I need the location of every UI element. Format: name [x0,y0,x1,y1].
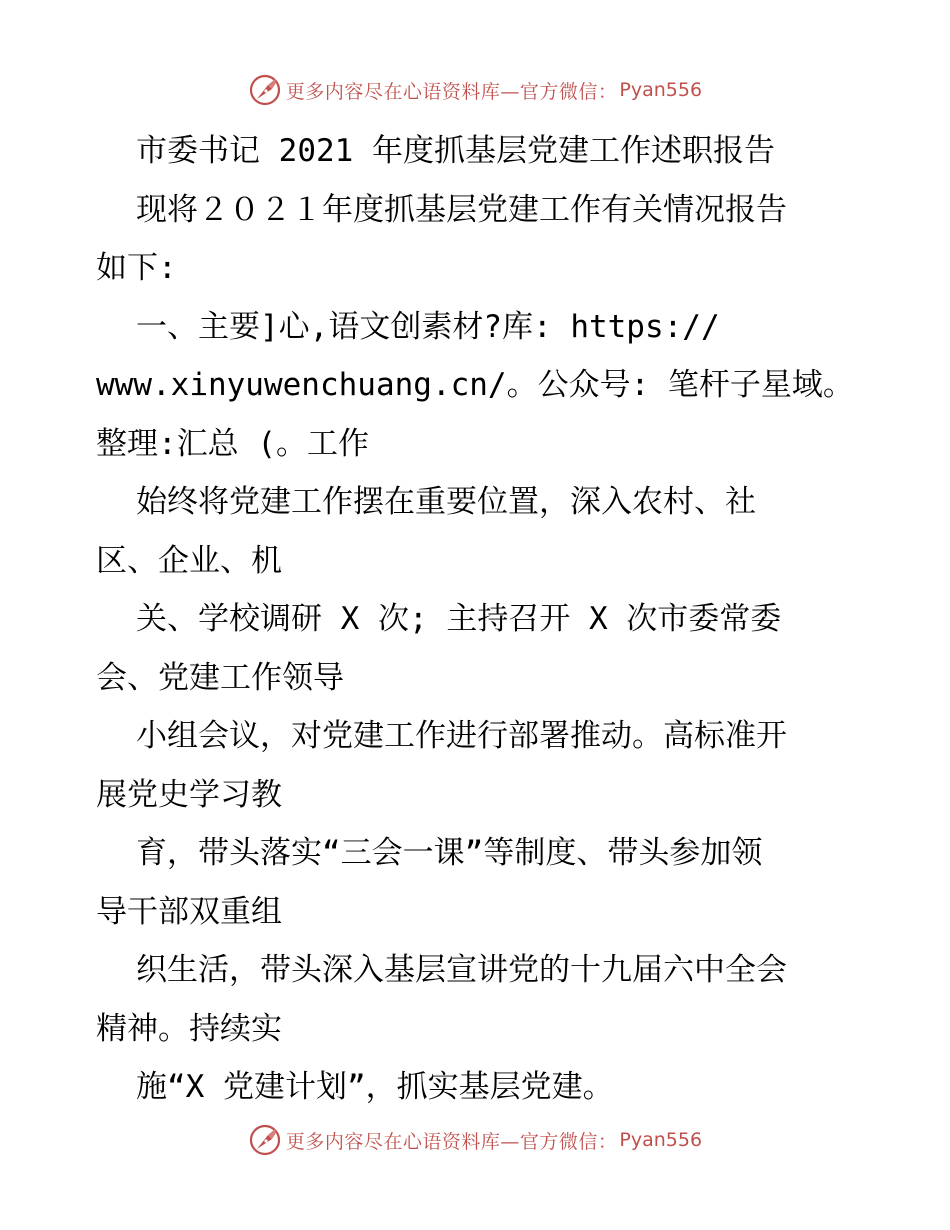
paragraph-line: 育，带头落实“三会一课”等制度、带头参加领 [136,835,763,871]
section-heading-line: 一、主要]心,语文创素材?库: https:// [136,308,720,345]
watermark-contact: Pyan556 [619,1129,703,1151]
paragraph-line: 关、学校调研 X 次; 主持召开 X 次市委常委 [136,601,782,637]
paragraph-line: 施“X 党建计划”，抓实基层党建。 [136,1069,614,1105]
paragraph-line: 如下: [96,250,177,286]
paragraph-line: 整理:汇总 (。工作 [96,425,369,462]
watermark-text: 更多内容尽在心语资料库—官方微信： [285,80,618,103]
paragraph-line: 区、企业、机 [96,542,282,579]
paragraph-line: 织生活，带头深入基层宣讲党的十九届六中全会 [136,952,787,988]
pen-nib-logo-icon [248,73,282,107]
paragraph-line: 现将２０２１年度抓基层党建工作有关情况报告 [136,191,787,228]
paragraph-line: 展党史学习教 [96,776,282,813]
header-watermark [0,70,950,110]
paragraph-line: 始终将党建工作摆在重要位置，深入农村、社 [136,484,756,520]
paragraph-line: 小组会议，对党建工作进行部署推动。高标准开 [136,718,787,754]
document-title: 市委书记 2021 年度抓基层党建工作述职报告 [136,133,775,169]
paragraph-line: www.xinyuwenchuang.cn/。公众号: 笔杆子星域。 [96,367,854,403]
paragraph-line: 会、党建工作领导 [96,659,344,696]
paragraph-line: 导干部双重组 [96,893,282,930]
pen-nib-logo-icon [248,1123,282,1157]
watermark-text: 更多内容尽在心语资料库—官方微信： [285,1130,618,1153]
footer-watermark [0,1120,950,1160]
paragraph-line: 精神。持续实 [96,1010,282,1047]
document-body [96,122,856,1117]
watermark-contact: Pyan556 [619,79,703,101]
